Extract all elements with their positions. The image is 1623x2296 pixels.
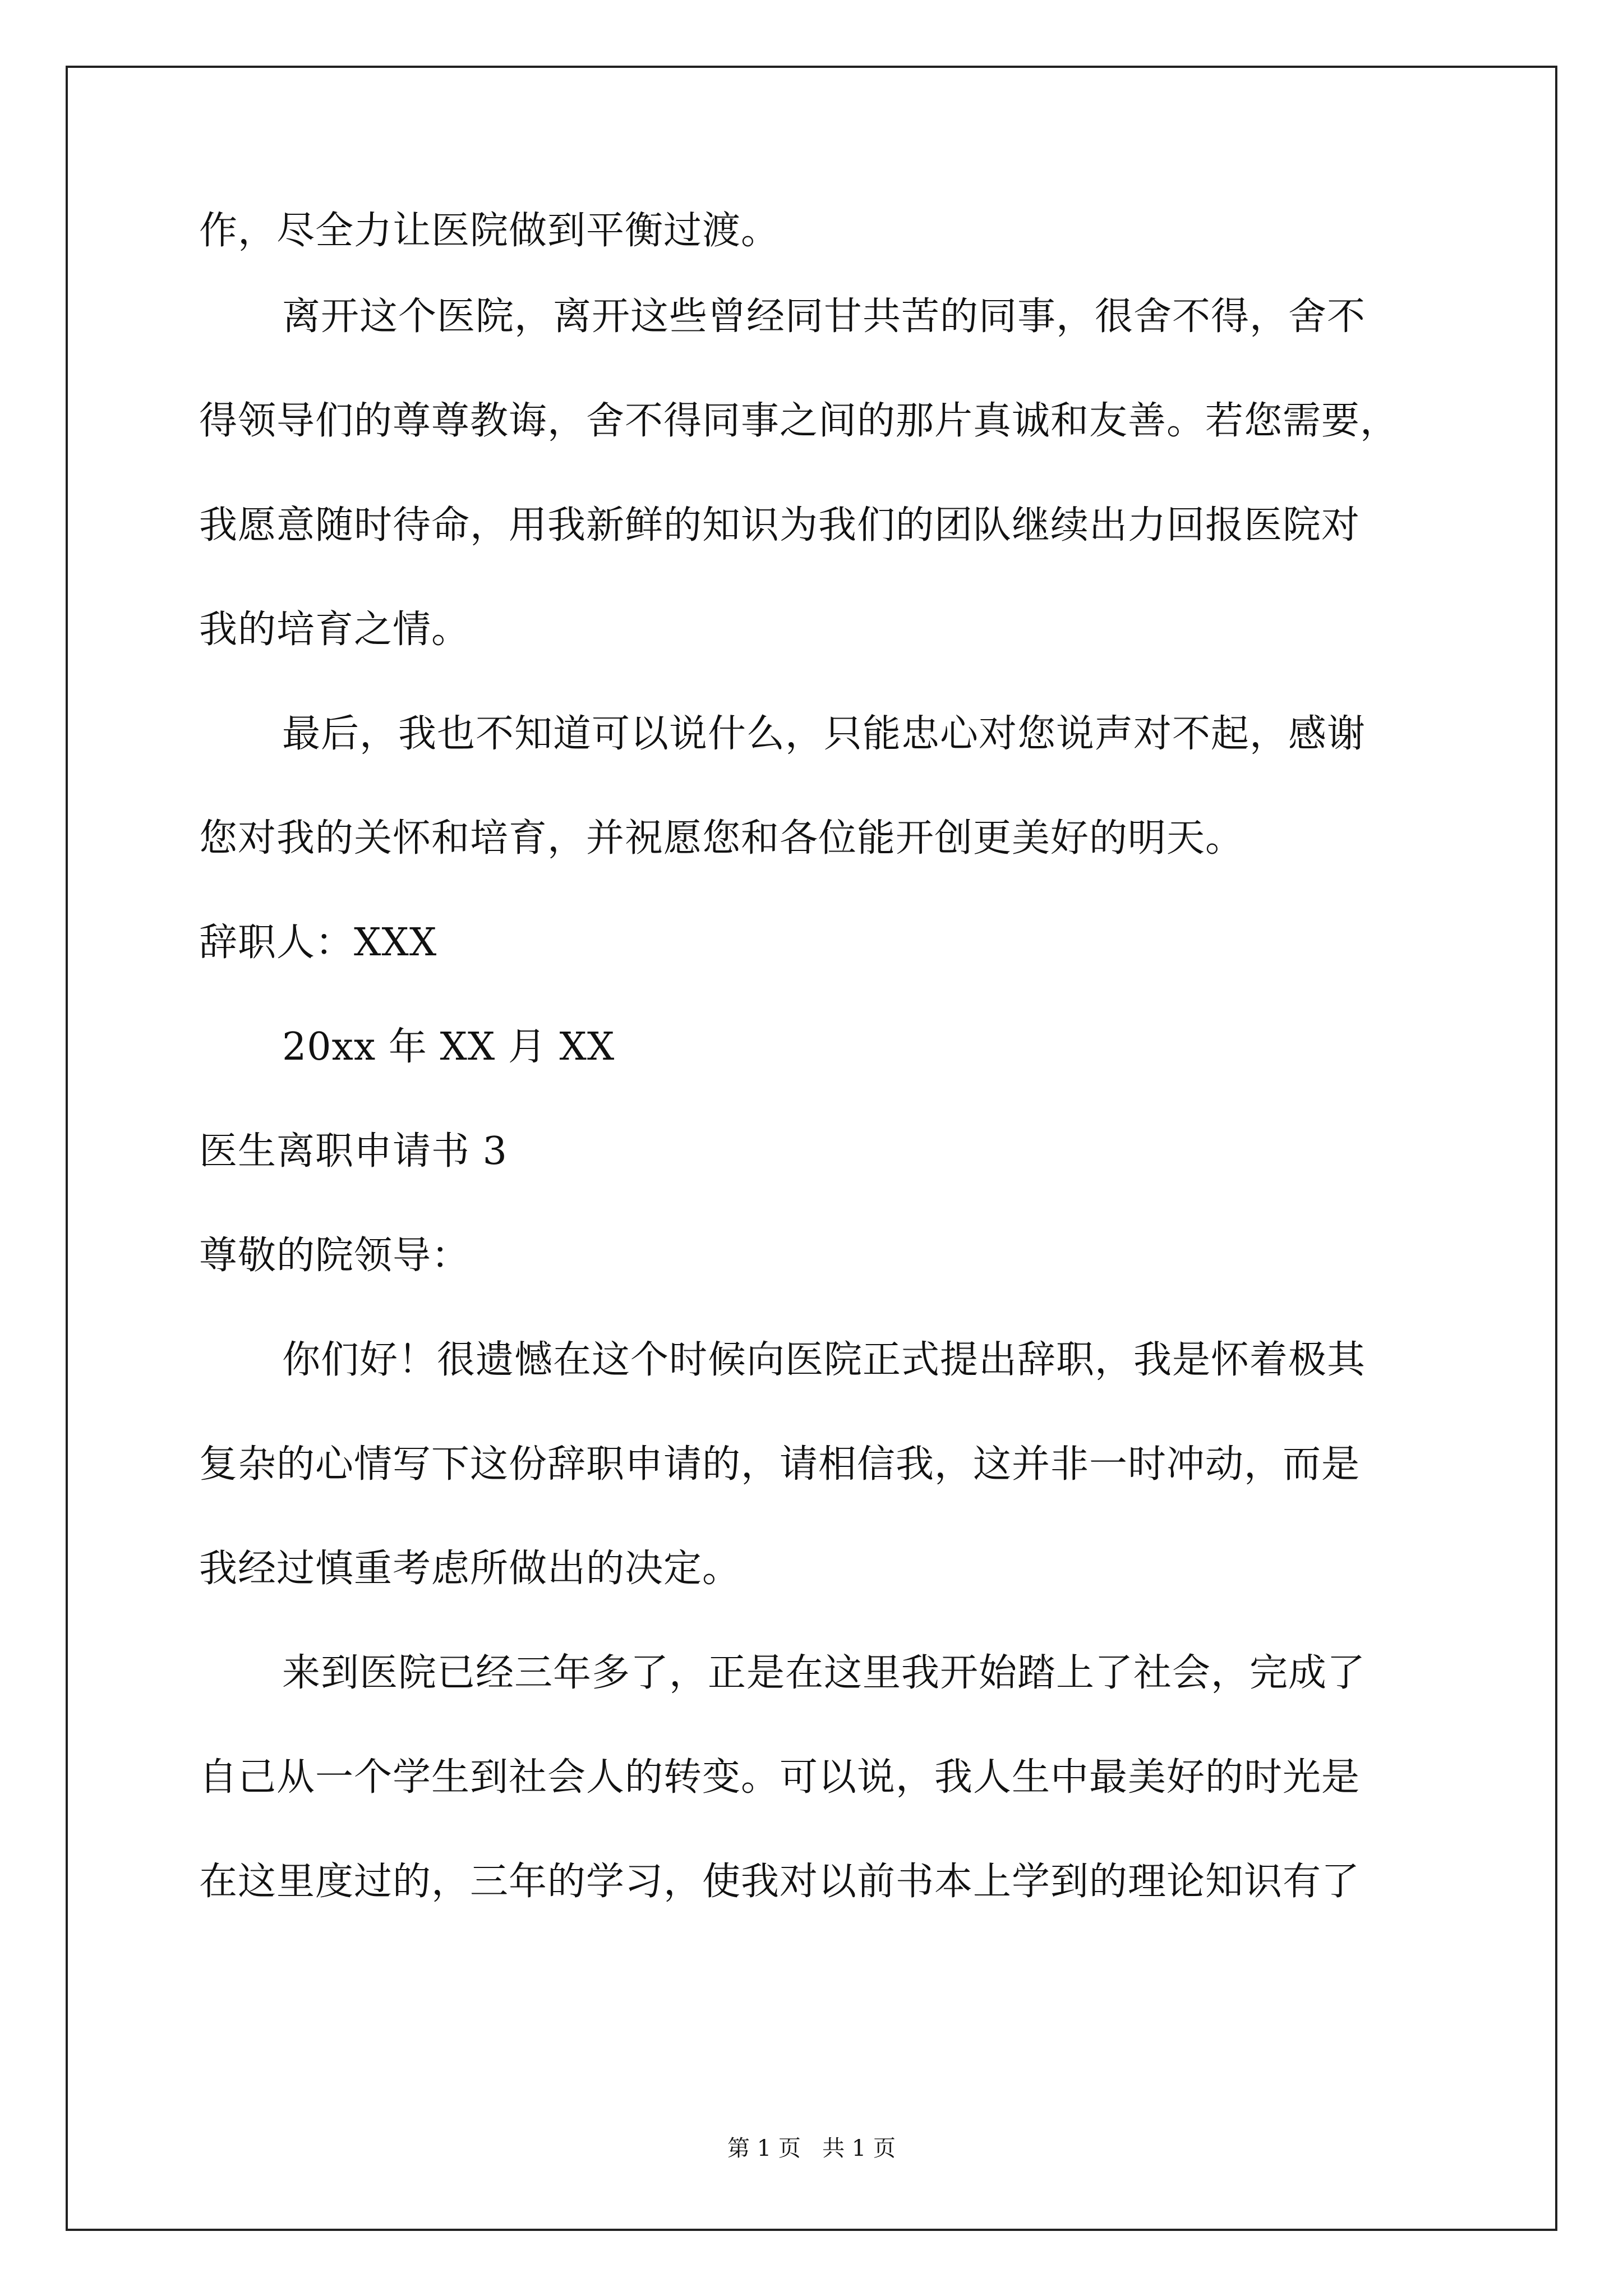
body-line: 我的培育之情。 bbox=[199, 608, 471, 652]
section-title: 医生离职申请书 3 bbox=[199, 1129, 508, 1174]
salutation: 尊敬的院领导： bbox=[199, 1234, 471, 1278]
paragraph-first-line: 来到医院已经三年多了，正是在这里我开始踏上了社会，完成了 bbox=[282, 1651, 1366, 1695]
body-line: 在这里度过的，三年的学习，使我对以前书本上学到的理论知识有了 bbox=[199, 1860, 1361, 1904]
paragraph-first-line: 最后，我也不知道可以说什么，只能忠心对您说声对不起，感谢 bbox=[282, 712, 1366, 756]
signature-line: 辞职人：XXX bbox=[199, 921, 437, 965]
body-line: 我愿意随时待命，用我新鲜的知识为我们的团队继续出力回报医院对 bbox=[199, 503, 1361, 547]
body-line: 我经过慎重考虑所做出的决定。 bbox=[199, 1547, 741, 1591]
body-line: 复杂的心情写下这份辞职申请的，请相信我，这并非一时冲动，而是 bbox=[199, 1442, 1361, 1487]
date-line: 20xx 年 XX 月 XX bbox=[282, 1025, 615, 1069]
page-footer: 第 1 页 共 1 页 bbox=[727, 2136, 896, 2161]
paragraph-first-line: 你们好！很遗憾在这个时候向医院正式提出辞职，我是怀着极其 bbox=[282, 1338, 1366, 1382]
body-line: 作，尽全力让医院做到平衡过渡。 bbox=[199, 209, 780, 253]
body-line: 自己从一个学生到社会人的转变。可以说，我人生中最美好的时光是 bbox=[199, 1755, 1361, 1800]
paragraph-first-line: 离开这个医院，离开这些曾经同甘共苦的同事，很舍不得，舍不 bbox=[282, 295, 1366, 339]
body-line: 您对我的关怀和培育，并祝愿您和各位能开创更美好的明天。 bbox=[199, 816, 1244, 861]
body-line: 得领导们的尊尊教诲，舍不得同事之间的那片真诚和友善。若您需要， bbox=[199, 399, 1399, 443]
